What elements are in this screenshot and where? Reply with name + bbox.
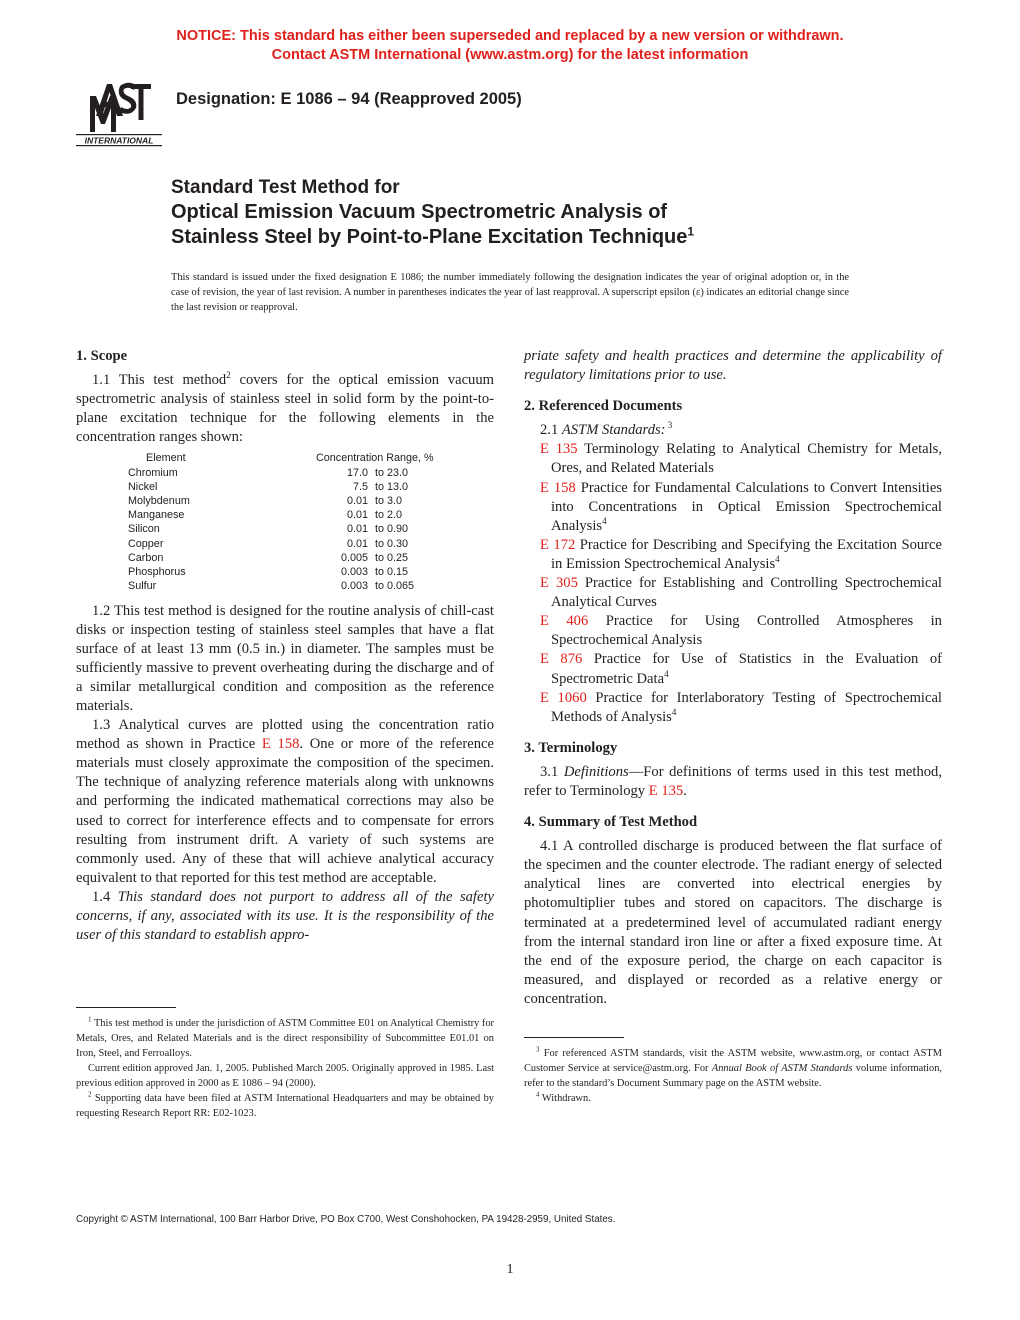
table-row (128, 522, 434, 536)
referenced-standard-item (524, 612, 942, 650)
standard-link[interactable]: E 158 (540, 479, 576, 496)
table-row (128, 466, 434, 480)
referenced-standards-list (524, 440, 942, 726)
standard-link[interactable]: E 406 (540, 613, 589, 630)
element-name: Molybdenum (128, 495, 190, 508)
range-low: 7.5 (352, 480, 368, 493)
paragraph-1-4: 1.4 This standard does not purport to address all of the safety concerns, if any, associated with its use. It is the responsibility of the user of this standard to establish appro- (76, 888, 494, 944)
table-row (128, 579, 434, 593)
element-name: Nickel (128, 480, 158, 493)
table-row (128, 508, 434, 522)
element-name: Phosphorus (128, 566, 186, 579)
title-line-1: Standard Test Method for (171, 177, 400, 198)
range-low: 0.01 (346, 523, 368, 536)
right-column (524, 347, 942, 1009)
paragraph-1-4-continued: priate safety and health practices and determine the applicability of regulatory limitations prior to use. (524, 348, 942, 384)
range-low: 0.01 (346, 537, 368, 550)
standard-title: Practice for Use of Statistics in the Evaluation of Spectrometric Data (551, 651, 942, 687)
table-header-range: Concentration Range, % (316, 452, 434, 465)
paragraph-3-1: 3.1 Definitions—For definitions of terms used in this test method, refer to Terminology E 135. (524, 763, 942, 799)
standard-link[interactable]: E 876 (540, 651, 583, 668)
standard-link[interactable]: E 1060 (540, 689, 587, 706)
table-row (128, 551, 434, 565)
range-high: to 2.0 (375, 509, 403, 522)
table-row (128, 537, 434, 551)
standard-link[interactable]: E 172 (540, 536, 576, 553)
standard-title: Practice for Using Controlled Atmospheres in Spectrochemical Analysis (551, 613, 942, 649)
table-header-element: Element (146, 452, 186, 465)
element-name: Copper (128, 537, 164, 550)
range-high: to 13.0 (375, 480, 409, 493)
standard-title: Practice for Establishing and Controlling Spectrochemical Analytical Curves (551, 575, 942, 611)
range-low: 17.0 (346, 466, 368, 479)
section-heading-terminology: 3. Terminology (524, 739, 618, 756)
range-low: 0.003 (340, 566, 368, 579)
left-column (76, 347, 494, 945)
referenced-standard-item (524, 574, 942, 612)
referenced-standard-item: E 158 Practice for Fundamental Calculations to Convert Intensities into Concentrations in Optical Emission Spectrochemical Analysis$^4$ (540, 479, 942, 534)
subsection-astm-standards: 2.1 ASTM Standards: $^3$ (540, 420, 673, 439)
range-high: to 0.065 (375, 580, 415, 593)
table-row (128, 494, 434, 508)
standard-title: Practice for Describing and Specifying the Excitation Source in Emission Spectrochemical Analysis (551, 536, 942, 572)
referenced-standard-item: E 1060 Practice for Interlaboratory Testing of Spectrochemical Methods of Analysis$^4$ (540, 689, 942, 725)
footnotes-left (76, 1007, 494, 1121)
element-name: Sulfur (128, 580, 157, 593)
range-low: 0.01 (346, 509, 368, 522)
standard-link[interactable]: E 135 (540, 441, 578, 458)
section-heading-scope: 1. Scope (76, 348, 128, 364)
link-e135[interactable]: E 135 (648, 782, 684, 799)
footnote: $^2$ Supporting data have been filed at ASTM International Headquarters and may be obtained by requesting Research Report RR: E02-1023. (76, 1090, 494, 1119)
designation: Designation: E 1086 – 94 (Reapproved 2005) (176, 90, 522, 108)
standard-title: Practice for Interlaboratory Testing of Spectrochemical Methods of Analysis (551, 689, 942, 725)
standard-title: Practice for Fundamental Calculations to Convert Intensities into Concentrations in Optical Emission Spectrochemical Analysis (551, 479, 942, 534)
footnotes-right (524, 1037, 942, 1106)
section-heading-summary: 4. Summary of Test Method (524, 814, 698, 831)
table-row (128, 480, 434, 494)
paragraph-1-3: 1.3 Analytical curves are plotted using the concentration ratio method as shown in Practice E 158. One or more of the reference materials must closely approximate the composition of the specimen. The technique of analyzing reference materials along with unknowns and performing the indicated mathematical corrections may also be used to correct for interference effects and to compensate for errors resulting from instrument drift. A variety of such systems are commonly used. Any of these that will achieve analytical accuracy equivalent to that reported for this test method are acceptable. (76, 717, 494, 886)
range-high: to 0.25 (375, 551, 409, 564)
title-line-3: Stainless Steel by Point-to-Plane Excitation Technique$^1$ (171, 224, 695, 248)
section-heading-referenced-documents: 2. Referenced Documents (524, 398, 683, 415)
range-high: to 3.0 (375, 495, 403, 508)
notice-line-1: NOTICE: This standard has either been superseded and replaced by a new version or withdrawn. (176, 28, 844, 44)
notice-line-2: Contact ASTM International (www.astm.org) for the latest information (271, 47, 749, 63)
title-line-2: Optical Emission Vacuum Spectrometric Analysis of (171, 201, 668, 223)
referenced-standard-item (524, 440, 942, 478)
logo-label: INTERNATIONAL (84, 135, 154, 146)
element-name: Chromium (128, 466, 178, 479)
issuance-note: This standard is issued under the fixed designation E 1086; the number immediately following the designation indicates the year of original adoption or, in the case of revision, the year of last revision. A number in parentheses indicates the year of last reapproval. A superscript epsilon (ε) indicates an editorial change since the last revision or reapproval. (171, 272, 849, 313)
table-header-row (128, 451, 434, 465)
range-high: to 0.15 (375, 566, 409, 579)
standard-title: Terminology Relating to Analytical Chemistry for Metals, Ores, and Related Materials (551, 441, 942, 477)
range-low: 0.005 (340, 551, 368, 564)
link-e158[interactable]: E 158 (261, 736, 300, 753)
range-low: 0.01 (346, 495, 368, 508)
range-high: to 0.30 (375, 537, 409, 550)
standard-link[interactable]: E 305 (540, 575, 578, 592)
document-title (171, 175, 931, 250)
footnote-3: $^3$ For referenced ASTM standards, visit the ASTM website, www.astm.org, or contact ASTM Customer Service at service@astm.org. For Annual Book of ASTM Standards volume information, refer to the standard’s Document Summary page on the ASTM website. (524, 1045, 942, 1089)
referenced-standard-item: E 876 Practice for Use of Statistics in the Evaluation of Spectrometric Data$^4$ (540, 651, 942, 687)
element-name: Silicon (128, 523, 160, 536)
paragraph-4-1: 4.1 A controlled discharge is produced between the flat surface of the specimen and the counter electrode. The radiant energy of selected analytical lines are converted into electrical energies by photomultiplier tubes and stored on capacitors. The discharge is terminated at a predetermined level of accumulated radiant energy from the internal standard iron line or after a fixed exposure time. At the end of the exposure period, the charge on each capacitor is measured, and displayed or recorded as a relative energy or concentration. (524, 838, 942, 1007)
range-high: to 0.90 (375, 523, 409, 536)
range-high: to 23.0 (375, 466, 409, 479)
element-concentration-table (128, 451, 434, 593)
table-row (128, 565, 434, 579)
element-name: Carbon (128, 551, 164, 564)
paragraph-1-2: 1.2 This test method is designed for the routine analysis of chill-cast disks or inspection testing of stainless steel samples that have a flat surface of at least 13 mm (0.5 in.) in diameter. The samples must be sufficiently massive to prevent overheating during the discharge and of a similar metallurgical condition and composition as the reference materials. (76, 602, 494, 714)
paragraph-1-1: 1.1 This test method$^2$ covers for the optical emission vacuum spectrometric analysis of stainless steel in solid form by the point-to-plane excitation technique for the following elements in the concentration ranges shown: (76, 370, 494, 446)
astm-logo-icon (76, 76, 162, 148)
footnote: Current edition approved Jan. 1, 2005. Published March 2005. Originally approved in 1985. Last previous edition approved in 2000 as E 1086 – 94 (2000). (76, 1063, 494, 1089)
supersede-notice (0, 27, 1020, 65)
footnote: $^1$ This test method is under the jurisdiction of ASTM Committee E01 on Analytical Chemistry for Metals, Ores, and Related Materials and is the direct responsibility of Subcommittee E01.01 on Iron, Steel, and Ferroalloys. (76, 1015, 494, 1059)
astm-logo (76, 76, 162, 148)
footnote-4: $^4$ Withdrawn. (536, 1090, 591, 1104)
title-footnote-ref: 1 (687, 224, 695, 239)
range-low: 0.003 (340, 580, 368, 593)
page-number: 1 (506, 1262, 514, 1277)
copyright-line: Copyright © ASTM International, 100 Barr Harbor Drive, PO Box C700, West Conshohocken, PA 19428-2959, United States. (76, 1214, 616, 1225)
element-name: Manganese (128, 509, 185, 522)
referenced-standard-item: E 172 Practice for Describing and Specifying the Excitation Source in Emission Spectrochemical Analysis$^4$ (540, 536, 942, 572)
